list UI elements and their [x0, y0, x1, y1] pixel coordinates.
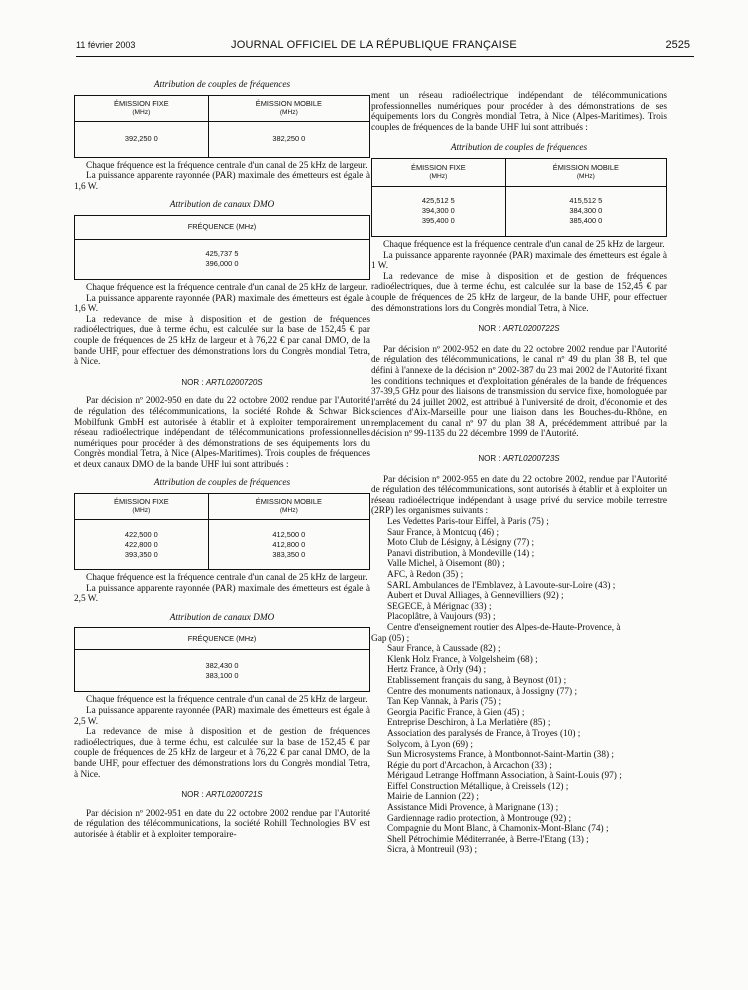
list-item: Klenk Holz France, à Volgelsheim (68) ; [387, 654, 538, 665]
table-caption: Attribution de couples de fréquences [450, 143, 588, 154]
paragraph: La redevance de mise à disposition et de gestion de fréquences radioélectriques, due à terme échu, est calculée sur la base de 152,45 € par couple de fréquences de 25 kHz de largeur, de la bande UHF, pour effectuer des démonstrations lors du Congrès mondial Tetra, à Nice. [371, 271, 667, 314]
issue-date: 11 février 2003 [76, 40, 136, 50]
list-item: Aubert et Duval Alliages, à Gennevilliers (92) ; [387, 591, 564, 602]
left-column [74, 80, 370, 841]
list-item: Moto Club de Lésigny, à Lésigny (77) ; [387, 538, 535, 549]
column-header: ÉMISSION FIXE (MHz) [372, 158, 506, 186]
list-item: Mairie de Lannion (22) ; [387, 792, 479, 803]
list-item: Eiffel Construction Métallique, à Creissels (12) ; [387, 781, 569, 792]
column-header: FRÉQUENCE (MHz) [75, 628, 370, 650]
list-item: SEGECE, à Mérignac (33) ; [387, 601, 492, 612]
list-item: Panavi distribution, à Mondeville (14) ; [387, 548, 535, 559]
list-item: Tan Kep Vannak, à Paris (75) ; [387, 697, 502, 708]
paragraph: Par décision nº 2002-952 en date du 22 octobre 2002 rendue par l'Autorité de régulation des télécommunications, le canal nº 49 du plan 38 B, tel que défini à l'annexe de la décision nº 2002-387 du 23 mai 2002 de l'Autorité fixant les conditions techniques et d'exploitation générales de la bande de fréquences 37-39,5 GHz pour des liaisons de transmission du service fixe, homologuée par l'arrêté du 24 juillet 2002, est attribué à l'université de droit, d'économie et des sciences d'Aix-Marseille pour une liaison dans les Bouches-du-Rhône, en remplacement du canal nº 97 du plan 38 A, précédemment attribué par la décision nº 99-1135 du 22 décembre 1999 de l'Autorité. [371, 344, 667, 440]
table-caption: Attribution de canaux DMO [169, 612, 275, 623]
right-column [371, 91, 667, 856]
table-cell: 415,512 5 384,300 0 385,400 0 [505, 186, 666, 236]
paragraph: La puissance apparente rayonnée (PAR) maximale des émetteurs est égale à 2,5 W. [74, 583, 370, 605]
table-cell: 422,500 0 422,800 0 393,350 0 [75, 520, 209, 570]
column-header: ÉMISSION MOBILE (MHz) [505, 158, 666, 186]
nor-reference: NOR : ARTL0200720S [181, 377, 263, 387]
paragraph: ment un réseau radioélectrique indépendant de télécommunications professionnelles numériques pour procéder à des démonstrations de ses équipements lors du Congrès mondial Tetra, à Nice (Alpes-Maritimes). Trois couples de fréquences de la bande UHF lui sont attribués : [371, 91, 667, 133]
list-item: Gardiennage radio protection, à Montrouge (92) ; [387, 813, 572, 824]
paragraph: La puissance apparente rayonnée (PAR) maximale des émetteurs est égale à 1,6 W. [74, 171, 370, 192]
list-item: Compagnie du Mont Blanc, à Chamonix-Mont-Blanc (74) ; [387, 824, 609, 835]
list-item: Assistance Midi Provence, à Marignane (13) ; [387, 803, 559, 814]
table-cell: 412,500 0 412,800 0 383,350 0 [208, 520, 369, 570]
paragraph: Chaque fréquence est la fréquence centrale d'un canal de 25 kHz de largeur. [86, 282, 368, 293]
journal-title: JOURNAL OFFICIEL DE LA RÉPUBLIQUE FRANÇAISE [231, 39, 517, 51]
table-caption: Attribution de couples de fréquences [153, 478, 291, 489]
list-item: Mérigaud Letrange Hoffmann Association, à Saint-Louis (97) ; [387, 771, 622, 782]
list-item: Sun Microsystems France, à Montbonnot-Saint-Martin (38) ; [387, 750, 614, 761]
organisations-list [371, 517, 667, 856]
table-caption: Attribution de canaux DMO [169, 200, 275, 211]
list-item: Saur France, à Montcuq (46) ; [387, 527, 500, 538]
list-item: Georgia Pacific France, à Gien (45) ; [387, 707, 525, 718]
frequency-pairs-table [74, 493, 370, 570]
table-cell: 392,250 0 [75, 121, 209, 157]
list-item: Centre des monuments nationaux, à Jossigny (77) ; [387, 686, 578, 697]
header-rule [76, 56, 694, 57]
list-item: Hertz France, à Orly (94) ; [387, 665, 487, 676]
column-header: ÉMISSION FIXE (MHz) [75, 494, 209, 520]
frequency-pairs-table [371, 158, 667, 237]
list-item: Sicra, à Montreuil (93) ; [387, 845, 478, 856]
dmo-channels-table [74, 627, 370, 692]
paragraph: Chaque fréquence est la fréquence centrale d'un canal de 25 kHz de largeur. [383, 239, 665, 250]
column-header: FRÉQUENCE (MHz) [75, 215, 370, 239]
paragraph: La puissance apparente rayonnée (PAR) maximale des émetteurs est égale à 1 W. [371, 250, 667, 272]
list-item: AFC, à Redon (35) ; [387, 570, 464, 580]
page-header [0, 40, 748, 54]
paragraph: Chaque fréquence est la fréquence centrale d'un canal de 25 kHz de largeur. [86, 573, 368, 584]
list-item: Valle Michel, à Oisemont (80) ; [387, 559, 505, 570]
table-cell: 382,250 0 [208, 121, 369, 157]
list-item: Gap (05) ; [371, 633, 410, 644]
table-caption: Attribution de couples de fréquences [153, 80, 291, 90]
list-item: Etablissement français du sang, à Beynost (01) ; [387, 675, 567, 686]
list-item: Entreprise Deschiron, à La Merlatière (85) ; [387, 718, 551, 729]
paragraph: Chaque fréquence est la fréquence centrale d'un canal de 25 kHz de largeur. [86, 695, 368, 706]
paragraph: La redevance de mise à disposition et de gestion de fréquences radioélectriques, due à terme échu, est calculée sur la base de 152,45 € par couple de fréquences de 25 kHz de largeur et à 76,22 € par canal DMO, de la bande UHF, pour effectuer des démonstrations lors du Congrès mondial Tetra, à Nice. [74, 727, 370, 780]
table-cell: 425,512 5 394,300 0 395,400 0 [372, 186, 506, 236]
paragraph: Par décision nº 2002-955 en date du 22 octobre 2002, rendue par l'Autorité de régulation des télécommunications, sont autorisés à établir et à exploiter un réseau radioélectrique indépendant à usage privé du service mobile terrestre (2RP) les organismes suivants : [371, 474, 667, 517]
nor-reference: NOR : ARTL0200721S [181, 790, 263, 800]
list-item: Solycom, à Lyon (69) ; [387, 739, 473, 750]
paragraph: Par décision nº 2002-950 en date du 22 octobre 2002 rendue par l'Autorité de régulation des télécommunications, la société Rohde & Schwar Bick Mobilfunk GmbH est autorisée à établir et à exploiter temporairement un réseau radioélectrique indépendant de télécommunications professionnelles numériques pour procéder à des démonstrations de ses équipements lors du Congrès mondial Tetra, à Nice (Alpes-Maritimes). Trois couples de fréquences et deux canaux DMO de la bande UHF lui sont attribués : [74, 396, 370, 470]
column-header: ÉMISSION MOBILE (MHz) [208, 494, 369, 520]
list-item: SARL Ambulances de l'Emblavez, à Lavoute-sur-Loire (43) ; [387, 580, 616, 591]
column-header: ÉMISSION FIXE (MHz) [75, 95, 209, 121]
table-cell: 425,737 5 396,000 0 [75, 239, 370, 279]
table-cell: 382,430 0 383,100 0 [75, 650, 370, 692]
list-item: Association des paralysés de France, à Troyes (10) ; [387, 728, 581, 739]
list-item: Centre d'enseignement routier des Alpes-de-Haute-Provence, à [387, 622, 621, 633]
paragraph: La puissance apparente rayonnée (PAR) maximale des émetteurs est égale à 1,6 W. [74, 293, 370, 315]
nor-reference: NOR : ARTL0200722S [478, 324, 560, 334]
frequency-pairs-table [74, 95, 370, 158]
nor-reference: NOR : ARTL0200723S [478, 454, 560, 464]
list-item: Shell Pétrochimie Méditerranée, à Berre-l'Etang (13) ; [387, 834, 589, 845]
paragraph: Par décision nº 2002-951 en date du 22 octobre 2002 rendue par l'Autorité de régulation des télécommunications, la société Rohill Technologies BV est autorisée à établir et à exploiter temporaire- [74, 808, 370, 840]
page-number: 2525 [665, 39, 690, 51]
list-item: Régie du port d'Arcachon, à Arcachon (33) ; [387, 760, 552, 771]
paragraph: Chaque fréquence est la fréquence centrale d'un canal de 25 kHz de largeur. [86, 160, 368, 171]
column-header: ÉMISSION MOBILE (MHz) [208, 95, 369, 121]
list-item: Saur France, à Caussade (82) ; [387, 644, 501, 655]
paragraph: La redevance de mise à disposition et de gestion de fréquences radioélectriques, due à terme échu, est calculée sur la base de 152,45 € par couple de fréquences de 25 kHz de largeur et à 76,22 € par canal DMO, de la bande UHF, pour effectuer des démonstrations lors du Congrès mondial Tetra, à Nice. [74, 314, 370, 368]
paragraph: La puissance apparente rayonnée (PAR) maximale des émetteurs est égale à 2,5 W. [74, 706, 370, 727]
dmo-channels-table [74, 215, 370, 280]
list-item: Les Vedettes Paris-tour Eiffel, à Paris (75) ; [387, 517, 549, 528]
list-item: Placoplâtre, à Vaujours (93) ; [387, 612, 496, 623]
